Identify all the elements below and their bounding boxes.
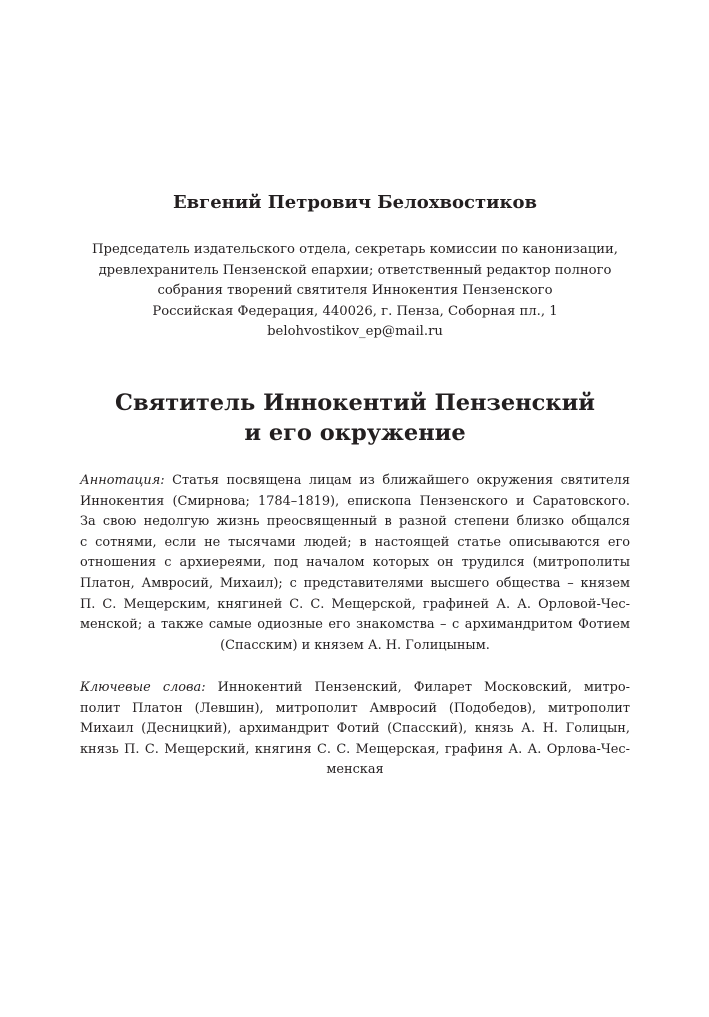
affiliation-line: собрания творений святителя Иннокентия Пензенского [157, 283, 553, 299]
abstract-line: Иннокентия (Смирнова; 1784–1819), епископа Пензенского и Саратовского. [80, 493, 630, 509]
keywords-line [80, 678, 630, 699]
keywords-text: Иннокентий Пензенский, Филарет Московский, митро- [205, 680, 630, 695]
author-name: Евгений Петрович Белохвостиков [172, 192, 538, 213]
abstract-line: отношения с архиереями, под началом которых он трудился (митрополиты [80, 555, 630, 571]
abstract-line: П. С. Мещерским, княгиней С. С. Мещерской, графиней А. А. Орловой-Чес- [80, 596, 630, 612]
title-line: и его окружение [244, 420, 466, 446]
abstract-line: За свою недолгую жизнь преосвященный в разной степени близко общался [80, 514, 630, 530]
affiliation-line: древлехранитель Пензенской епархии; ответственный редактор полного [98, 262, 612, 278]
keywords-line: полит Платон (Левшин), митрополит Амвросий (Подобедов), митрополит [80, 700, 630, 716]
abstract-line: (Спасским) и князем А. Н. Голицыным. [220, 637, 490, 653]
affiliation-line: Председатель издательского отдела, секретарь комиссии по канонизации, [92, 242, 618, 257]
abstract-line [80, 471, 630, 492]
keywords-label: Ключевые слова: [80, 680, 206, 695]
keywords [80, 678, 630, 781]
article-title [80, 388, 630, 448]
keywords-line: князь П. С. Мещерский, княгиня С. С. Мещерская, графиня А. А. Орлова-Чес- [80, 741, 630, 757]
keywords-line: Михаил (Десницкий), архимандрит Фотий (Спасский), князь А. Н. Голицын, [80, 721, 630, 737]
affiliation-line: Российская Федерация, 440026, г. Пенза, Соборная пл., 1 [152, 303, 558, 319]
author-email: belohvostikov_ep@mail.ru [267, 324, 443, 340]
abstract-text: Статья посвящена лицам из ближайшего окружения святителя [164, 473, 630, 488]
abstract-line: менской; а также самые одиозные его знакомства – с архимандритом Фотием [80, 617, 630, 633]
abstract-line: с сотнями, если не тысячами людей; в настоящей статье описываются его [80, 534, 630, 550]
abstract-line: Платон, Амвросий, Михаил); с представителями высшего общества – князем [80, 575, 630, 591]
author-affiliation [80, 240, 630, 343]
abstract [80, 471, 630, 656]
keywords-line: менская [326, 762, 384, 778]
title-line: Святитель Иннокентий Пензенский [115, 390, 595, 416]
abstract-label: Аннотация: [80, 473, 165, 488]
